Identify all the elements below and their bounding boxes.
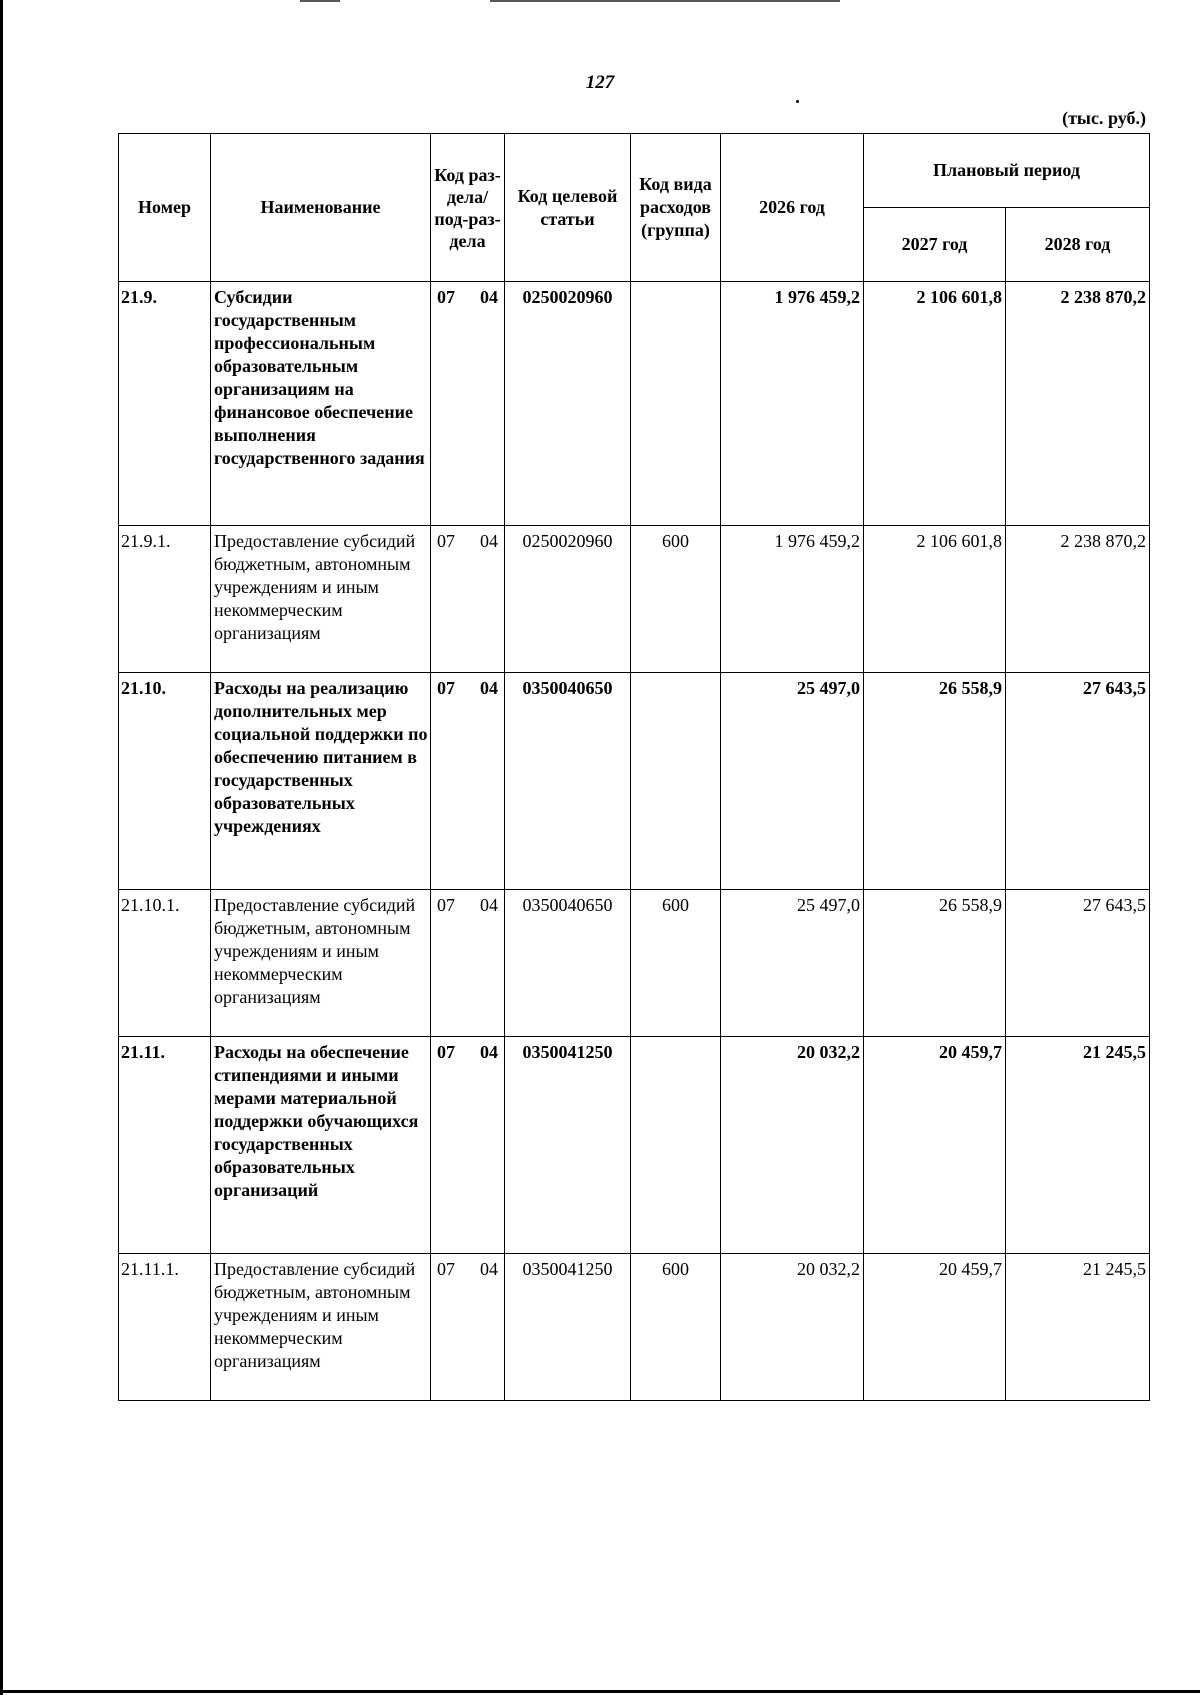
- section-code: 07: [437, 1259, 455, 1279]
- row-number: 21.9.: [119, 282, 211, 526]
- row-value-2026: 20 032,2: [721, 1254, 864, 1401]
- row-value-2028: 2 238 870,2: [1006, 282, 1150, 526]
- subsection-code: 04: [480, 1259, 498, 1279]
- scan-top-rule: [300, 0, 340, 2]
- row-target-code: 0350040650: [505, 890, 631, 1037]
- row-expense-type: 600: [631, 526, 721, 673]
- row-value-2027: 20 459,7: [864, 1254, 1006, 1401]
- row-value-2027: 2 106 601,8: [864, 526, 1006, 673]
- scan-top-rule: [490, 0, 840, 2]
- row-section-code: [431, 1254, 505, 1401]
- section-code: 07: [437, 678, 455, 698]
- row-number: 21.9.1.: [119, 526, 211, 673]
- row-value-2027: 26 558,9: [864, 890, 1006, 1037]
- scan-left-edge: [0, 0, 3, 1695]
- row-expense-type: 600: [631, 890, 721, 1037]
- row-value-2026: 1 976 459,2: [721, 282, 864, 526]
- row-value-2028: 21 245,5: [1006, 1037, 1150, 1254]
- row-target-code: 0350040650: [505, 673, 631, 890]
- row-value-2028: 21 245,5: [1006, 1254, 1150, 1401]
- header-number: Номер: [119, 134, 211, 282]
- row-value-2028: 2 238 870,2: [1006, 526, 1150, 673]
- section-code: 07: [437, 531, 455, 551]
- table-row: [119, 1254, 1150, 1401]
- scan-dot: [796, 100, 799, 103]
- subsection-code: 04: [480, 287, 498, 307]
- row-target-code: 0350041250: [505, 1254, 631, 1401]
- section-code-pair: [433, 894, 502, 917]
- table-row: [119, 890, 1150, 1037]
- row-name: Субсидии государственным профессиональным образовательным организациям на финансовое обеспечение выполнения государственного задания: [211, 282, 431, 526]
- budget-table: [118, 133, 1150, 1401]
- row-expense-type: [631, 673, 721, 890]
- table-row: [119, 673, 1150, 890]
- row-section-code: [431, 526, 505, 673]
- row-name: Расходы на обеспечение стипендиями и иными мерами материальной поддержки обучающихся государственных образовательных организаций: [211, 1037, 431, 1254]
- header-year-2026: 2026 год: [721, 134, 864, 282]
- subsection-code: 04: [480, 895, 498, 915]
- header-planning-period: Плановый период: [864, 134, 1150, 208]
- table-row: [119, 282, 1150, 526]
- row-name: Предоставление субсидий бюджетным, автономным учреждениям и иным некоммерческим организациям: [211, 890, 431, 1037]
- row-value-2028: 27 643,5: [1006, 890, 1150, 1037]
- subsection-code: 04: [480, 531, 498, 551]
- row-section-code: [431, 673, 505, 890]
- subsection-code: 04: [480, 678, 498, 698]
- row-number: 21.11.1.: [119, 1254, 211, 1401]
- row-value-2026: 1 976 459,2: [721, 526, 864, 673]
- subsection-code: 04: [480, 1042, 498, 1062]
- row-name: Расходы на реализацию дополнительных мер социальной поддержки по обеспечению питанием в государственных образовательных учреждениях: [211, 673, 431, 890]
- row-number: 21.10.1.: [119, 890, 211, 1037]
- row-number: 21.10.: [119, 673, 211, 890]
- row-name: Предоставление субсидий бюджетным, автономным учреждениям и иным некоммерческим организациям: [211, 526, 431, 673]
- section-code: 07: [437, 1042, 455, 1062]
- table-header: [119, 134, 1150, 282]
- row-section-code: [431, 282, 505, 526]
- row-target-code: 0250020960: [505, 526, 631, 673]
- row-value-2028: 27 643,5: [1006, 673, 1150, 890]
- section-code-pair: [433, 1041, 502, 1064]
- scan-bottom-edge: [0, 1690, 1200, 1693]
- section-code: 07: [437, 287, 455, 307]
- row-number: 21.11.: [119, 1037, 211, 1254]
- header-expense-type-code: Код вида расходов (группа): [631, 134, 721, 282]
- section-code-pair: [433, 286, 502, 309]
- row-expense-type: [631, 282, 721, 526]
- table-body: [119, 282, 1150, 1401]
- row-target-code: 0250020960: [505, 282, 631, 526]
- header-year-2028: 2028 год: [1006, 208, 1150, 282]
- row-value-2027: 26 558,9: [864, 673, 1006, 890]
- section-code-pair: [433, 530, 502, 553]
- row-expense-type: 600: [631, 1254, 721, 1401]
- row-section-code: [431, 1037, 505, 1254]
- header-section-code: Код раз-дела/ под-раз-дела: [431, 134, 505, 282]
- units-label: (тыс. руб.): [1062, 108, 1146, 128]
- row-value-2027: 2 106 601,8: [864, 282, 1006, 526]
- row-target-code: 0350041250: [505, 1037, 631, 1254]
- header-target-code: Код целевой статьи: [505, 134, 631, 282]
- section-code: 07: [437, 895, 455, 915]
- page-number: 127: [585, 72, 615, 93]
- row-section-code: [431, 890, 505, 1037]
- row-expense-type: [631, 1037, 721, 1254]
- table-row: [119, 1037, 1150, 1254]
- row-value-2026: 25 497,0: [721, 890, 864, 1037]
- section-code-pair: [433, 677, 502, 700]
- row-name: Предоставление субсидий бюджетным, автономным учреждениям и иным некоммерческим организациям: [211, 1254, 431, 1401]
- row-value-2026: 20 032,2: [721, 1037, 864, 1254]
- row-value-2027: 20 459,7: [864, 1037, 1006, 1254]
- section-code-pair: [433, 1258, 502, 1281]
- header-year-2027: 2027 год: [864, 208, 1006, 282]
- table-row: [119, 526, 1150, 673]
- header-name: Наименование: [211, 134, 431, 282]
- row-value-2026: 25 497,0: [721, 673, 864, 890]
